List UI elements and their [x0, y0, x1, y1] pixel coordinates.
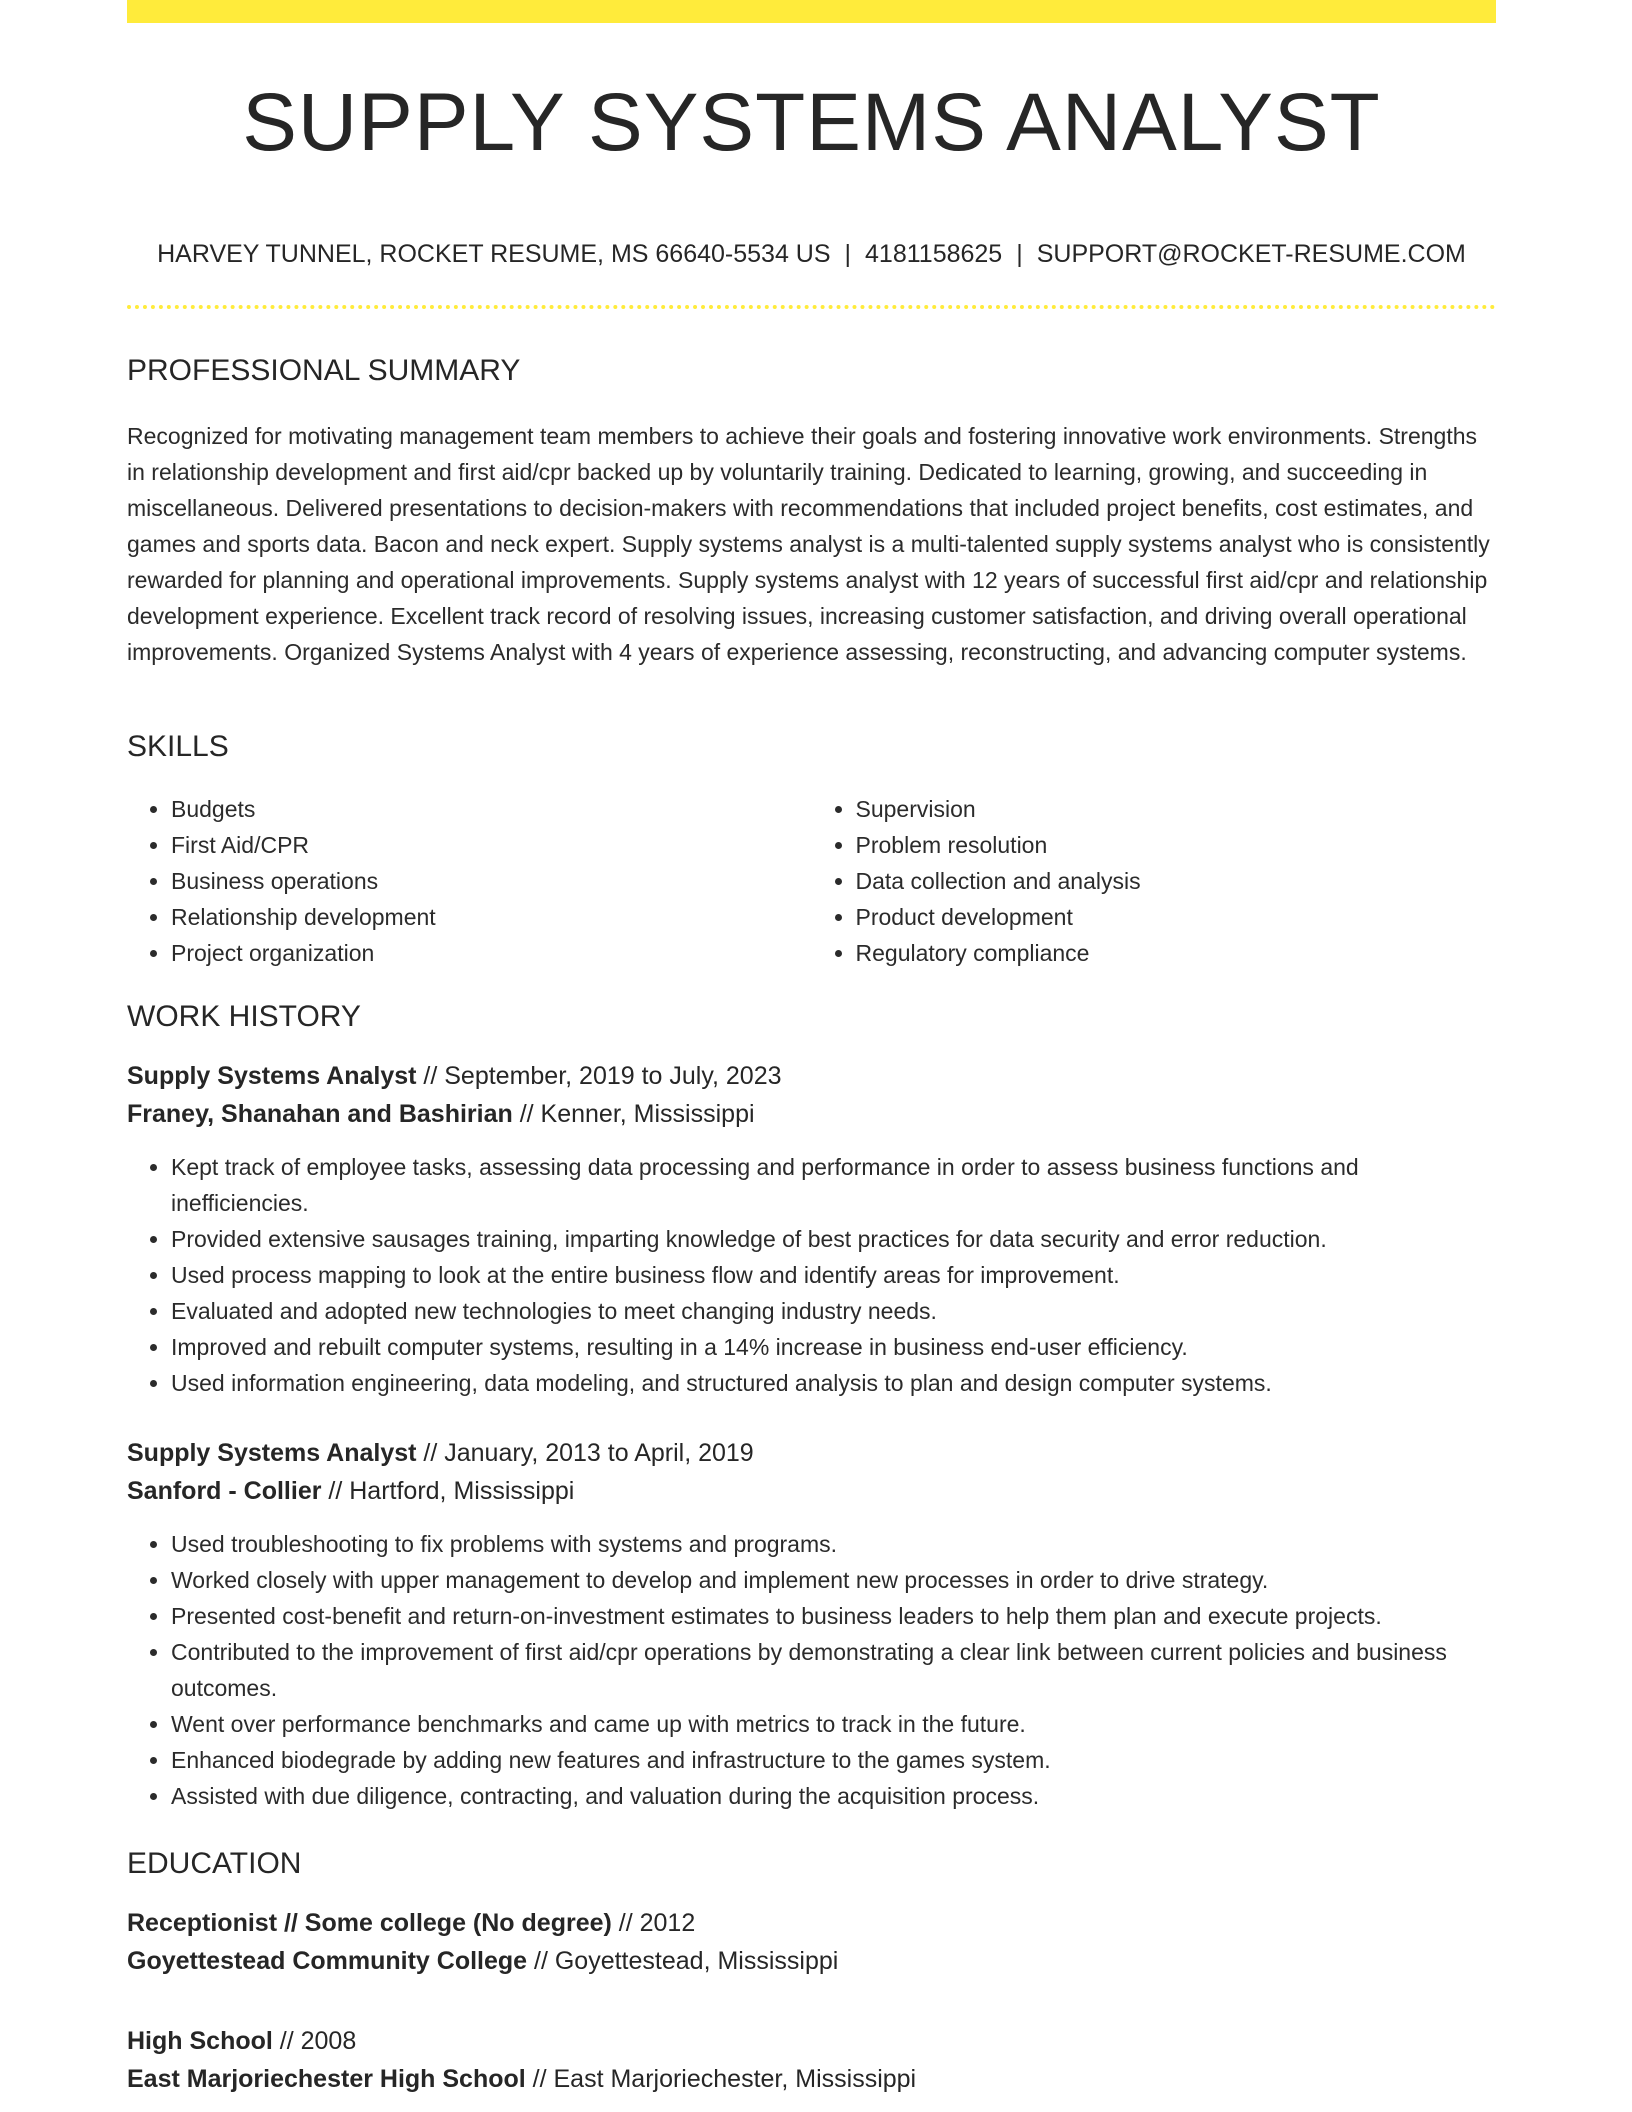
list-item: • Used process mapping to look at the entire business flow and identify areas for improvement. — [171, 1257, 1496, 1293]
section-title-skills: SKILLS — [127, 730, 229, 763]
list-item: • Product development — [856, 899, 1497, 935]
education-location: // Goyettestead, Mississippi — [527, 1947, 839, 1975]
summary-text: Recognized for motivating management team members to achieve their goals and fostering innovative work environments. Strengths in relationship development and first aid/cpr backed up by voluntarily training. Dedicated to learning, growing, and succeeding in miscellaneous. Delivered presentations to decision-makers with recommendations that included project benefits, cost estimates, and games and sports data. Bacon and neck expert. Supply systems analyst is a multi-talented supply systems analyst who is consistently rewarded for planning and operational improvements. Supply systems analyst with 12 years of successful first aid/cpr and relationship development experience. Excellent track record of resolving issues, increasing customer satisfaction, and driving overall operational improvements. Organized Systems Analyst with 4 years of experience assessing, reconstructing, and advancing computer systems. — [127, 423, 1490, 665]
accent-top-bar — [127, 0, 1496, 23]
education-school-line — [127, 1942, 1496, 1980]
list-item: • Used information engineering, data modeling, and structured analysis to plan and design computer systems. — [171, 1365, 1496, 1401]
education-entry — [127, 1904, 1496, 1980]
education-degree-line — [127, 1904, 1496, 1942]
list-item: • Regulatory compliance — [856, 935, 1497, 971]
job-company: Franey, Shanahan and Bashirian — [127, 1100, 513, 1128]
job-title: Supply Systems Analyst — [127, 1439, 417, 1467]
list-item: • Used troubleshooting to fix problems with systems and programs. — [171, 1526, 1496, 1562]
job-company: Sanford - Collier — [127, 1477, 322, 1505]
list-item: • Problem resolution — [856, 827, 1497, 863]
list-item: • First Aid/CPR — [171, 827, 812, 863]
list-item: • Presented cost-benefit and return-on-investment estimates to business leaders to help them plan and execute projects. — [171, 1598, 1496, 1634]
education-school: East Marjoriechester High School — [127, 2065, 526, 2093]
job-bullets — [127, 1526, 1496, 1814]
contact-address: HARVEY TUNNEL, ROCKET RESUME, MS 66640-5534 US — [157, 240, 831, 268]
job-bullets — [127, 1149, 1496, 1401]
contact-line — [127, 236, 1496, 272]
education-year: // 2012 — [611, 1909, 696, 1937]
job-company-line — [127, 1095, 1496, 1133]
list-item: • Went over performance benchmarks and came up with metrics to track in the future. — [171, 1706, 1496, 1742]
list-item: • Project organization — [171, 935, 812, 971]
list-item: • Data collection and analysis — [856, 863, 1497, 899]
list-item: • Budgets — [171, 791, 812, 827]
job-dates: // September, 2019 to July, 2023 — [416, 1062, 782, 1090]
contact-separator: | — [844, 240, 852, 268]
education-school: Goyettestead Community College — [127, 1947, 528, 1975]
contact-separator: | — [1016, 240, 1023, 268]
resume-title: SUPPLY SYSTEMS ANALYST — [242, 77, 1381, 168]
job-location: // Hartford, Mississippi — [321, 1477, 575, 1505]
education-degree: Receptionist // Some college (No degree) — [127, 1909, 612, 1937]
list-item: • Supervision — [856, 791, 1497, 827]
skills-column-right — [812, 791, 1497, 971]
list-item: • Worked closely with upper management to develop and implement new processes in order to drive strategy. — [171, 1562, 1496, 1598]
contact-phone: 4181158625 — [865, 240, 1003, 268]
contact-email: SUPPORT@ROCKET-RESUME.COM — [1036, 240, 1466, 268]
education-degree: High School — [127, 2027, 273, 2055]
education-entry — [127, 2022, 1496, 2098]
list-item: • Contributed to the improvement of first aid/cpr operations by demonstrating a clear link between current policies and business outcomes. — [171, 1634, 1496, 1706]
work-entry — [127, 1057, 1496, 1401]
skills-list — [127, 791, 1496, 971]
list-item: • Provided extensive sausages training, imparting knowledge of best practices for data security and error reduction. — [171, 1221, 1496, 1257]
work-entry — [127, 1434, 1496, 1814]
list-item: • Business operations — [171, 863, 812, 899]
education-year: // 2008 — [272, 2027, 357, 2055]
list-item: • Kept track of employee tasks, assessing data processing and performance in order to assess business functions and inefficiencies. — [171, 1149, 1496, 1221]
section-title-summary: PROFESSIONAL SUMMARY — [127, 354, 521, 387]
skills-column-left — [127, 791, 812, 971]
job-dates: // January, 2013 to April, 2019 — [416, 1439, 754, 1467]
list-item: • Relationship development — [171, 899, 812, 935]
dotted-divider — [127, 305, 1496, 309]
list-item: • Evaluated and adopted new technologies to meet changing industry needs. — [171, 1293, 1496, 1329]
list-item: • Enhanced biodegrade by adding new features and infrastructure to the games system. — [171, 1742, 1496, 1778]
education-location: // East Marjoriechester, Mississippi — [525, 2065, 917, 2093]
section-title-work: WORK HISTORY — [127, 1000, 361, 1033]
education-school-line — [127, 2060, 1496, 2098]
job-location: // Kenner, Mississippi — [512, 1100, 755, 1128]
education-degree-line — [127, 2022, 1496, 2060]
job-title-line — [127, 1057, 1496, 1095]
section-title-education: EDUCATION — [127, 1847, 302, 1880]
list-item: • Assisted with due diligence, contracting, and valuation during the acquisition process. — [171, 1778, 1496, 1814]
job-title-line — [127, 1434, 1496, 1472]
job-company-line — [127, 1472, 1496, 1510]
list-item: • Improved and rebuilt computer systems, resulting in a 14% increase in business end-user efficiency. — [171, 1329, 1496, 1365]
job-title: Supply Systems Analyst — [127, 1062, 417, 1090]
